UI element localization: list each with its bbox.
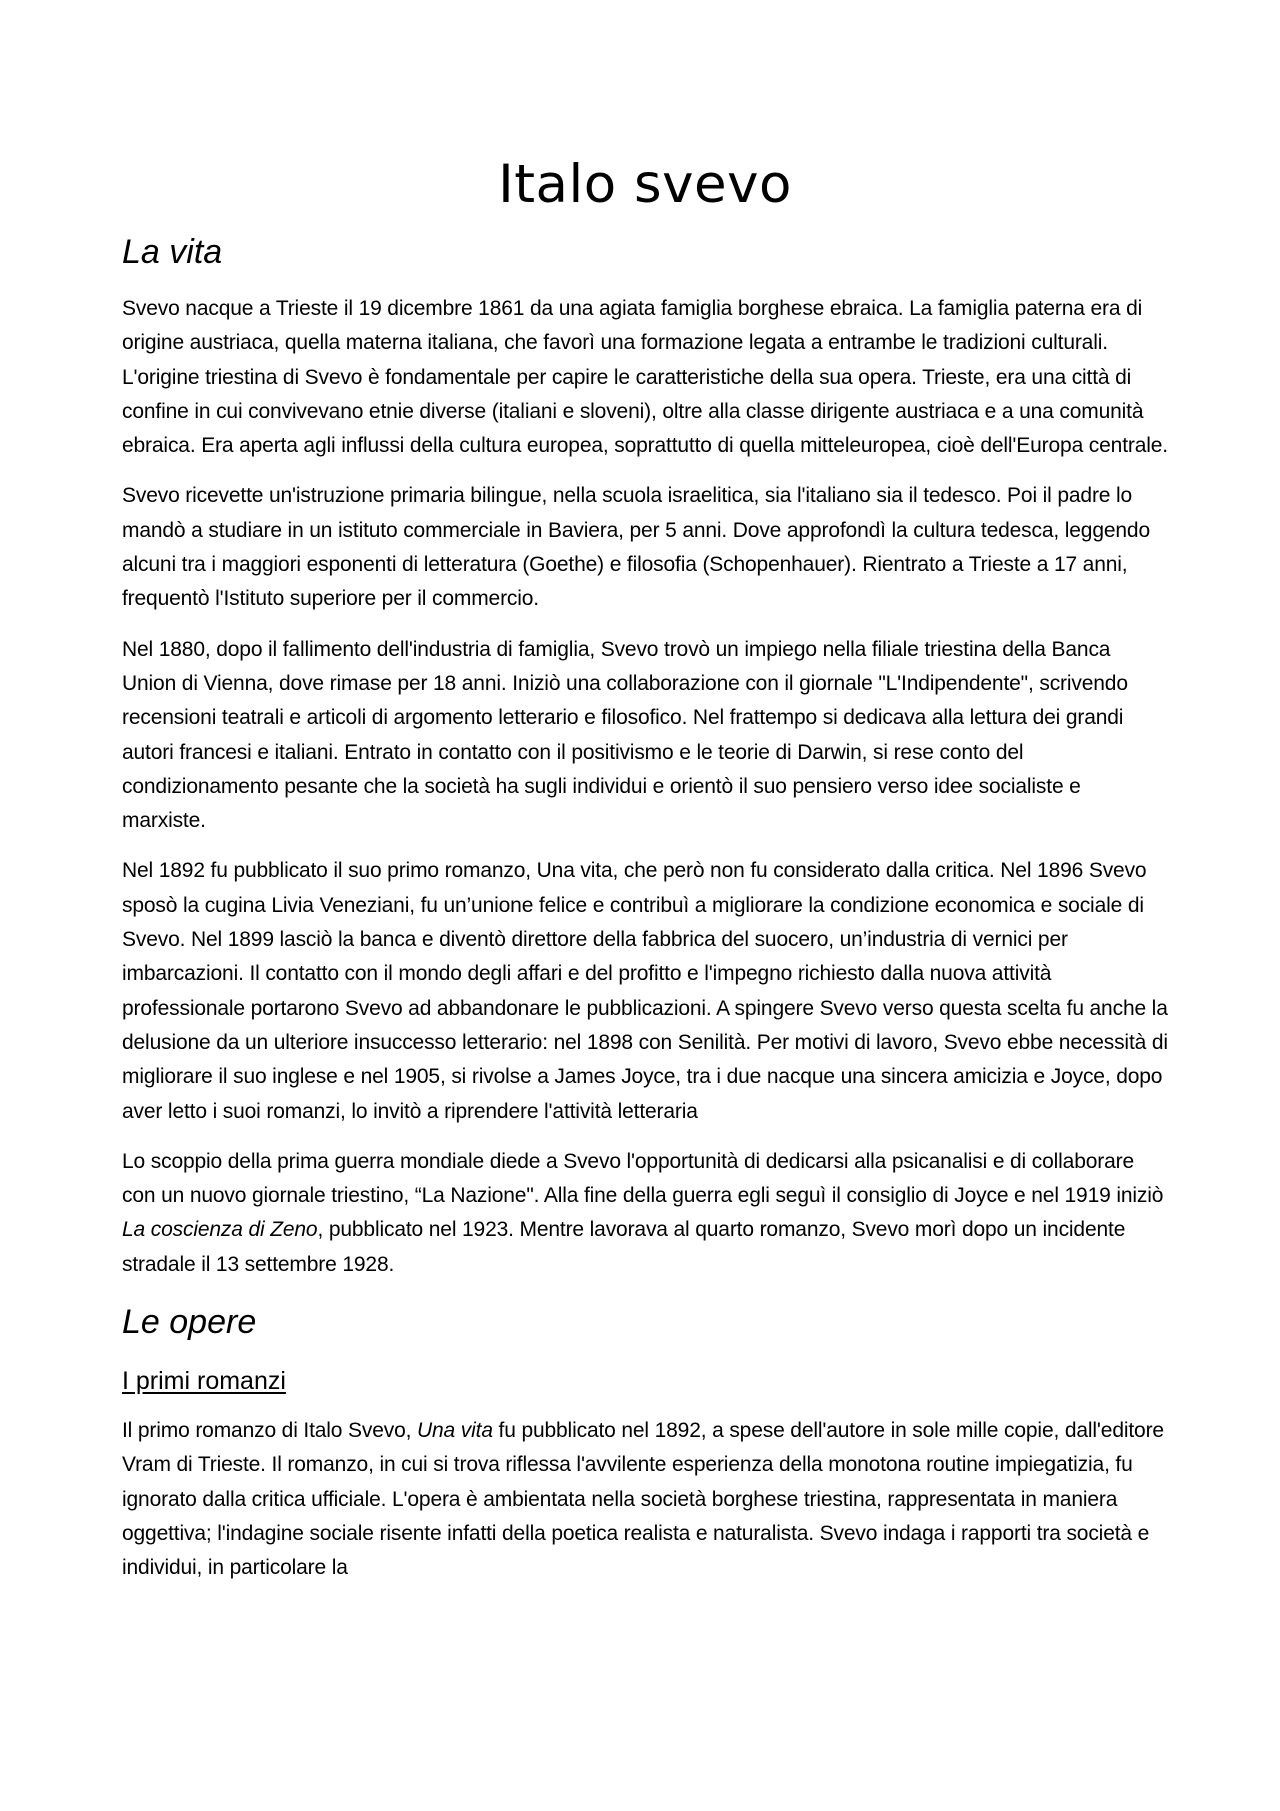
document-title: Italo svevo [498, 154, 792, 215]
document-page [122, 150, 1168, 1602]
paragraph-vita-2: Svevo ricevette un'istruzione primaria bilingue, nella scuola israelitica, sia l'italiano sia il tedesco. Poi il padre lo mandò a studiare in un istituto commerciale in Baviera, per 5 anni. Dove approfondì la cultura tedesca, leggendo alcuni tra i maggiori esponenti di letteratura (Goethe) e filosofia (Schopenhauer). Rientrato a Trieste a 17 anni, frequentò l'Istituto superiore per il commercio. [122, 484, 1150, 611]
paragraph-vita-1: Svevo nacque a Trieste il 19 dicembre 1861 da una agiata famiglia borghese ebraica. La famiglia paterna era di origine austriaca, quella materna italiana, che favorì una formazione legata a entrambe le tradizioni culturali. L'origine triestina di Svevo è fondamentale per capire le caratteristiche della sua opera. Trieste, era una città di confine in cui convivevano etnie diverse (italiani e sloveni), oltre alla classe dirigente austriaca e a una comunità ebraica. Era aperta agli influssi della cultura europea, soprattutto di quella mitteleuropea, cioè dell'Europa centrale. [122, 297, 1168, 458]
paragraph-vita-3: Nel 1880, dopo il fallimento dell'industria di famiglia, Svevo trovò un impiego nella filiale triestina della Banca Union di Vienna, dove rimase per 18 anni. Iniziò una collaborazione con il giornale "L'Indipendente", scrivendo recensioni teatrali e articoli di argomento letterario e filosofico. Nel frattempo si dedicava alla lettura dei grandi autori francesi e italiani. Entrato in contatto con il positivismo e le teorie di Darwin, si rese conto del condizionamento pesante che la società ha sugli individui e orientò il suo pensiero verso idee socialiste e marxiste. [122, 637, 1128, 833]
book-title-una-vita: Una vita [417, 1419, 493, 1443]
paragraph-opere-1 [122, 1414, 1168, 1585]
paragraph-vita-5 [122, 1145, 1168, 1282]
subheading-primi-romanzi: I primi romanzi [122, 1367, 286, 1396]
section-heading-vita: La vita [122, 233, 223, 271]
section-heading-opere: Le opere [122, 1303, 257, 1342]
paragraph-vita-5-text-b: , pubblicato nel 1923. Mentre lavorava al quarto romanzo, Svevo morì dopo un incidente stradale il 13 settembre 1928. [122, 1218, 1126, 1276]
paragraph-opere-1-text-b: fu pubblicato nel 1892, a spese dell'autore in sole mille copie, dall'editore Vram di Trieste. Il romanzo, in cui si trova riflessa l'avvilente esperienza della monotona routine impiegatizia, fu ignorato dalla critica ufficiale. L'opera è ambientata nella società borghese triestina, rappresentata in maniera oggettiva; l'indagine sociale risente infatti della poetica realista e naturalista. Svevo indaga i rapporti tra società e individui, in particolare la [122, 1419, 1164, 1580]
book-title-zeno: La coscienza di Zeno [122, 1218, 318, 1242]
paragraph-vita-5-text-a: Lo scoppio della prima guerra mondiale diede a Svevo l'opportunità di dedicarsi alla psicanalisi e di collaborare con un nuovo giornale triestino, “La Nazione". Alla fine della guerra egli seguì il consiglio di Joyce e nel 1919 iniziò [122, 1149, 1164, 1208]
paragraph-vita-4: Nel 1892 fu pubblicato il suo primo romanzo, Una vita, che però non fu considerato dalla critica. Nel 1896 Svevo sposò la cugina Livia Veneziani, fu un’unione felice e contribuì a migliorare la condizione economica e sociale di Svevo. Nel 1899 lasciò la banca e diventò direttore della fabbrica del suocero, un’industria di vernici per imbarcazioni. Il contatto con il mondo degli affari e del profitto e l'impegno richiesto dalla nuova attività professionale portarono Svevo ad abbandonare le pubblicazioni. A spingere Svevo verso questa scelta fu anche la delusione da un ulteriore insuccesso letterario: nel 1898 con Senilità. Per motivi di lavoro, Svevo ebbe necessità di migliorare il suo inglese e nel 1905, si rivolse a James Joyce, tra i due nacque una sincera amicizia e Joyce, dopo aver letto i suoi romanzi, lo invitò a riprendere l'attività letteraria [122, 859, 1168, 1123]
paragraph-opere-1-text-a: Il primo romanzo di Italo Svevo, [122, 1419, 418, 1443]
